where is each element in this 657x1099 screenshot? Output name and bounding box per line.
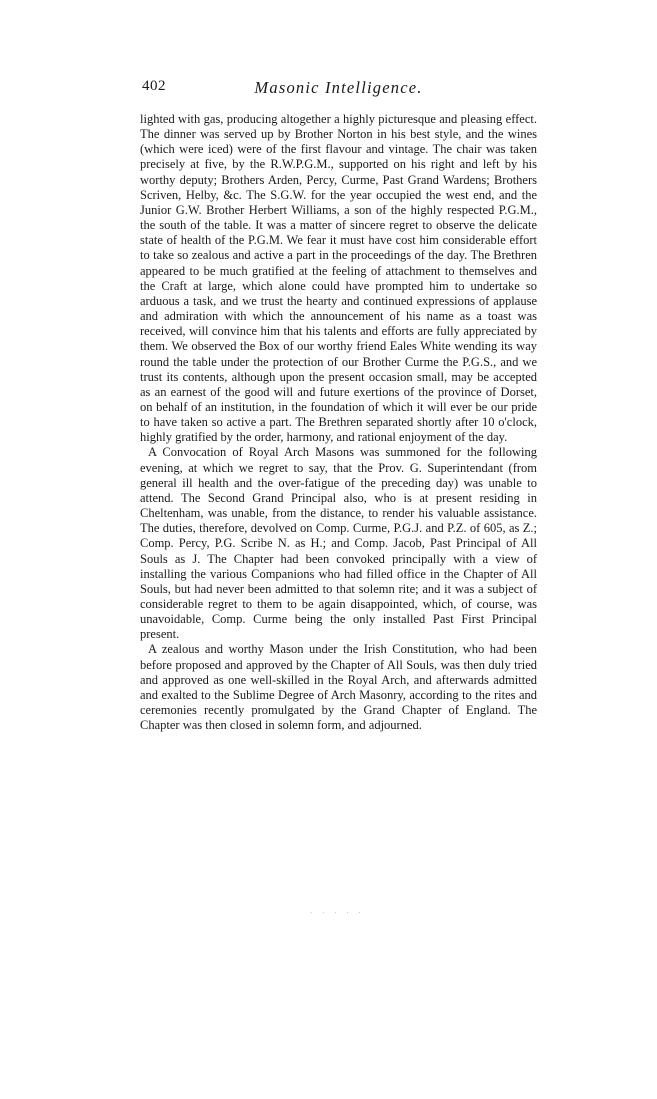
paragraph-exaltation: A zealous and worthy Mason under the Irish Constitution, who had been before proposed and approved by the Chapter of All Souls, was then duly tried and approved as one well-skilled in the Royal Arch, and afterwards admitted and exalted to the Sublime Degree of Arch Masonry, according to the rites and ceremonies recently promulgated by the Grand Chapter of England. The Chapter was then closed in solemn form, and adjourned. xyxy=(140,642,537,733)
running-title: Masonic Intelligence. xyxy=(254,78,423,97)
body-text xyxy=(140,112,537,733)
paragraph-dinner: lighted with gas, producing altogether a highly picturesque and pleasing effect. The dinner was served up by Brother Norton in his best style, and the wines (which were iced) were of the first flavour and vintage. The chair was taken precisely at five, by the R.W.P.G.M., supported on his right and left by his worthy deputy; Brothers Arden, Percy, Curme, Past Grand Wardens; Brothers Scriven, Helby, &c. The S.G.W. for the year occupied the west end, and the Junior G.W. Brother Herbert Williams, a son of the highly respected P.G.M., the south of the table. It was a matter of sincere regret to observe the delicate state of health of the P.G.M. We fear it must have cost him considerable effort to take so zealous and active a part in the proceedings of the day. The Brethren appeared to be much gratified at the feeling of attachment to themselves and the Craft at large, which alone could have prompted him to undertake so arduous a task, and we trust the hearty and continued expressions of applause and admiration with which the announcement of his name as a toast was received, will convince him that his talents and efforts are fully appreciated by them. We observed the Box of our worthy friend Eales White wending its way round the table under the protection of our Brother Curme the P.G.S., and we trust its contents, although upon the present occasion small, may be accepted as an earnest of the good will and future exertions of the province of Dorset, on behalf of an institution, in the foundation of which it will ever be our pride to have taken so active a part. The Brethren separated shortly after 10 o'clock, highly gratified by the order, harmony, and rational enjoyment of the day. xyxy=(140,112,537,445)
book-page xyxy=(140,78,537,733)
page-header xyxy=(140,78,537,104)
page-smudge-mark: · · · · · xyxy=(310,909,365,917)
paragraph-convocation: A Convocation of Royal Arch Masons was summoned for the following evening, at which we regret to say, that the Prov. G. Superintendant (from general ill health and the over-fatigue of the preceding day) was unable to attend. The Second Grand Principal also, who is at present residing in Cheltenham, was unable, from the distance, to render his valuable assistance. The duties, therefore, devolved on Comp. Curme, P.G.J. and P.Z. of 605, as Z.; Comp. Percy, P.G. Scribe N. as H.; and Comp. Jacob, Past Principal of All Souls as J. The Chapter had been convoked principally with a view of installing the various Companions who had filled office in the Chapter of All Souls, but had never been admitted to that solemn rite; and it was a subject of considerable regret to them to be again disappointed, which, of course, was unavoidable, Comp. Curme being the only installed Past First Principal present. xyxy=(140,445,537,642)
page-number: 402 xyxy=(142,78,166,94)
